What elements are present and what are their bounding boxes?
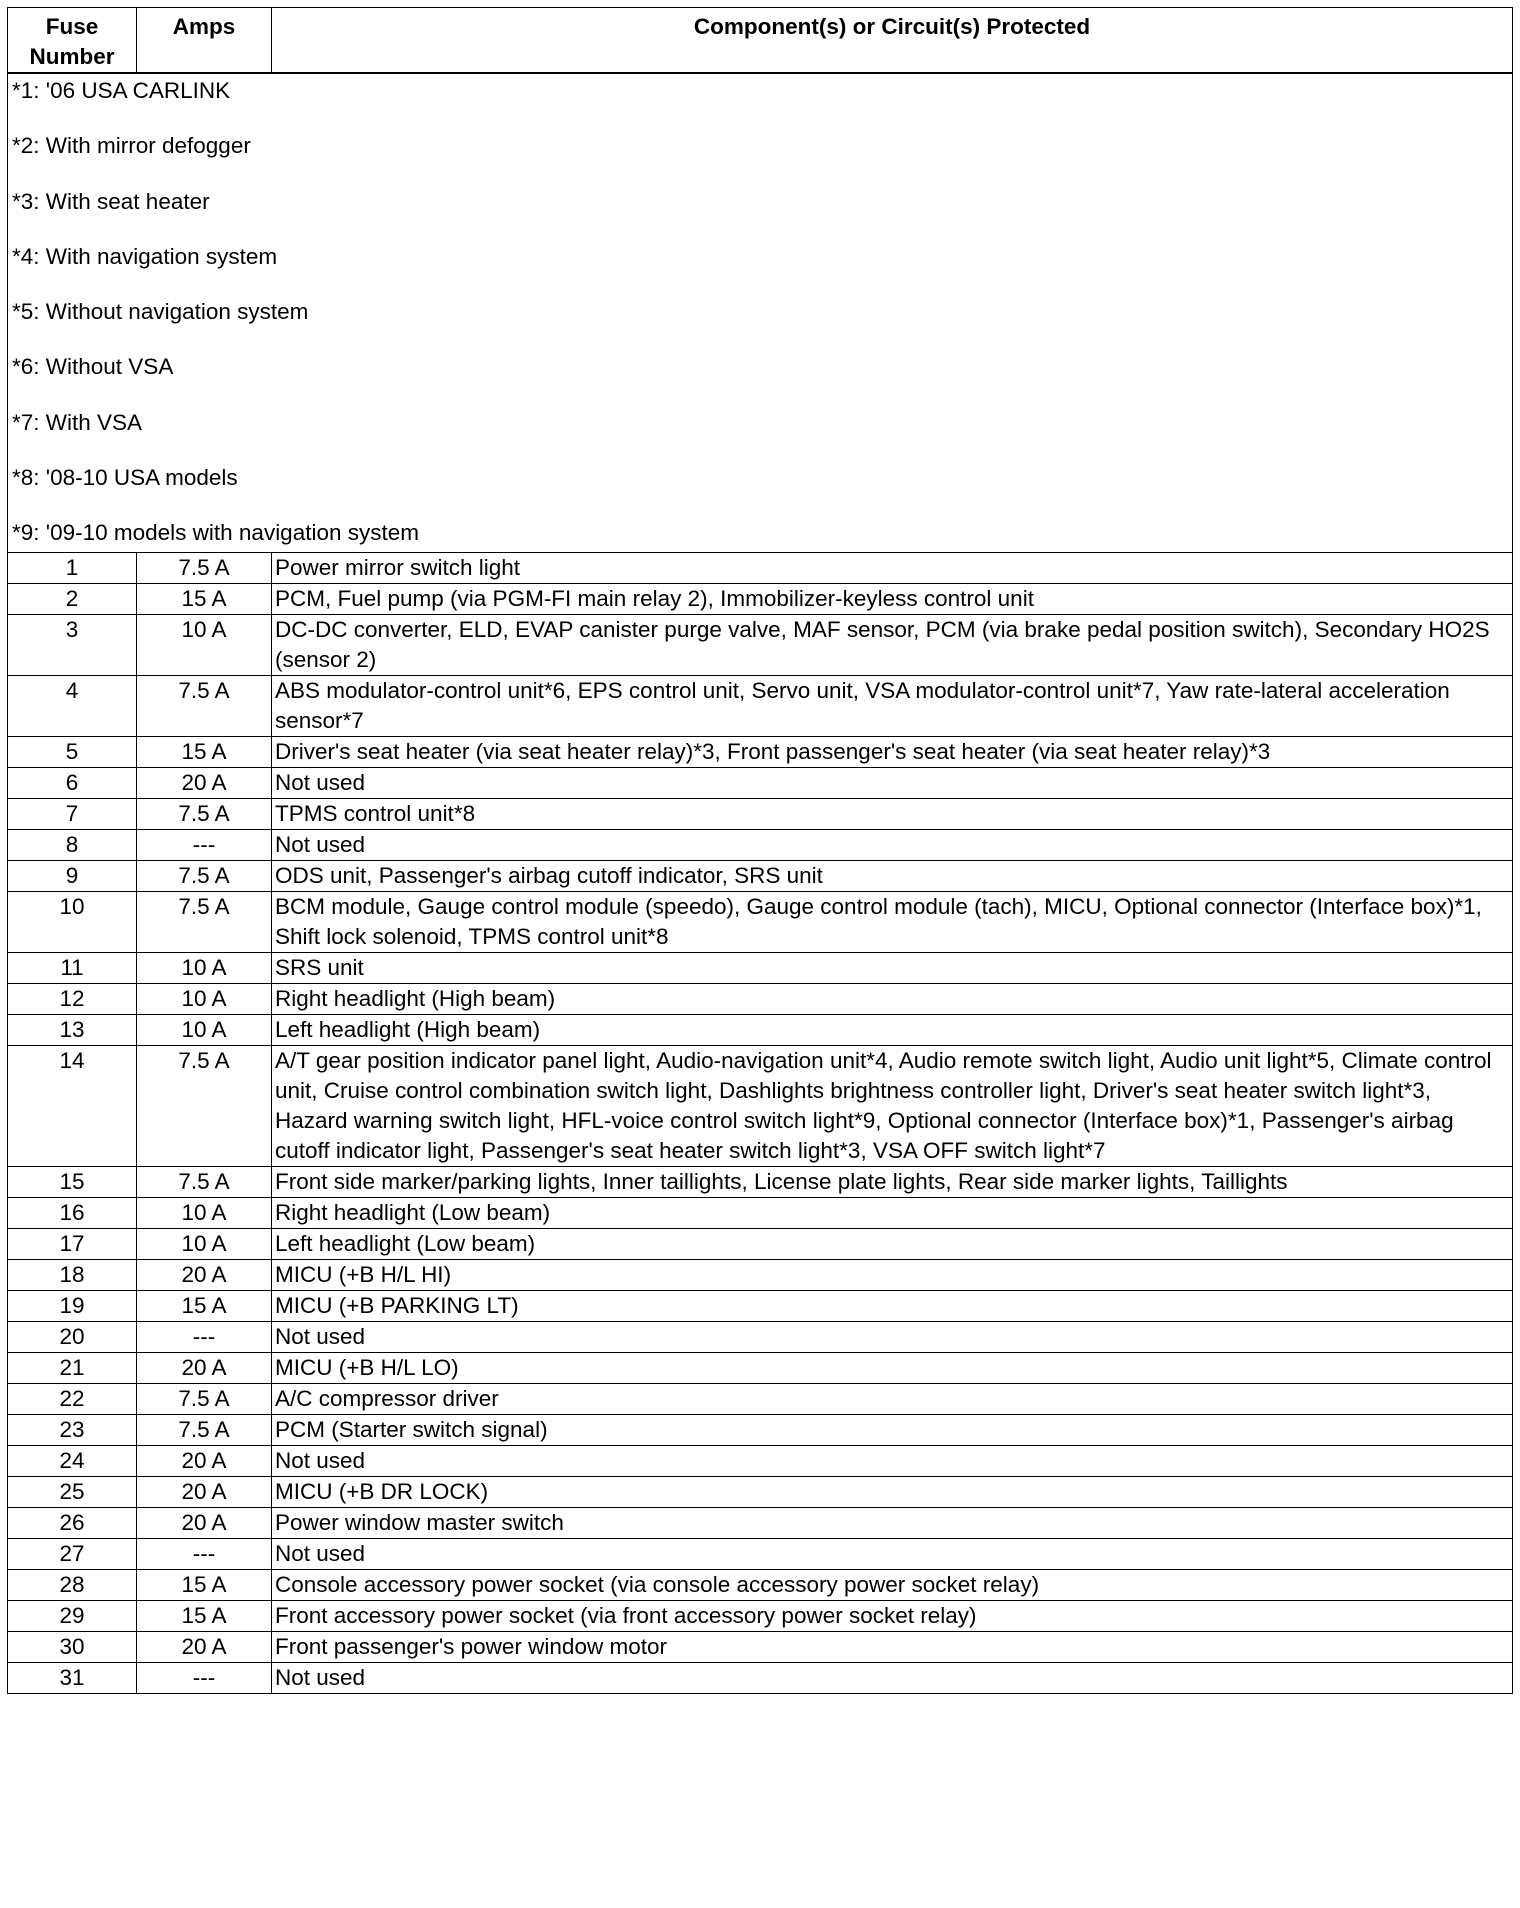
table-row — [8, 1570, 1513, 1601]
component-cell: Not used — [272, 1446, 1513, 1477]
fuse-number-cell: 24 — [8, 1446, 137, 1477]
table-row — [8, 1260, 1513, 1291]
fuse-table — [7, 7, 1513, 1694]
fuse-number-cell: 7 — [8, 799, 137, 830]
component-cell: Not used — [272, 1322, 1513, 1353]
fuse-number-cell: 23 — [8, 1415, 137, 1446]
component-cell: MICU (+B H/L LO) — [272, 1353, 1513, 1384]
fuse-number-cell: 16 — [8, 1198, 137, 1229]
table-row — [8, 1353, 1513, 1384]
fuse-number-cell: 4 — [8, 676, 137, 737]
component-cell: Driver's seat heater (via seat heater relay)*3, Front passenger's seat heater (via seat heater relay)*3 — [272, 737, 1513, 768]
fuse-number-cell: 17 — [8, 1229, 137, 1260]
footnote: *4: With navigation system — [12, 243, 278, 269]
component-cell: TPMS control unit*8 — [272, 799, 1513, 830]
amps-cell: --- — [137, 830, 272, 861]
fuse-number-cell: 31 — [8, 1663, 137, 1694]
component-cell: Left headlight (Low beam) — [272, 1229, 1513, 1260]
amps-cell: 10 A — [137, 953, 272, 984]
component-cell: Front side marker/parking lights, Inner taillights, License plate lights, Rear side marker lights, Taillights — [272, 1167, 1513, 1198]
fuse-number-cell: 22 — [8, 1384, 137, 1415]
component-cell: Not used — [272, 1663, 1513, 1694]
component-cell: A/T gear position indicator panel light, Audio-navigation unit*4, Audio remote switch light, Audio unit light*5, Climate control unit, Cruise control combination switch light, Dashlights brightness controller light, Driver's seat heater switch light*3, Hazard warning switch light, HFL-voice control switch light*9, Optional connector (Interface box)*1, Passenger's airbag cutoff indicator light, Passenger's seat heater switch light*3, VSA OFF switch light*7 — [272, 1046, 1513, 1167]
component-cell: Not used — [272, 830, 1513, 861]
notes-list — [11, 74, 1509, 552]
amps-cell: 7.5 A — [137, 799, 272, 830]
fuse-number-cell: 29 — [8, 1601, 137, 1632]
footnote: *9: '09-10 models with navigation system — [12, 520, 419, 546]
component-cell: MICU (+B H/L HI) — [272, 1260, 1513, 1291]
component-cell: Not used — [272, 768, 1513, 799]
fuse-number-cell: 25 — [8, 1477, 137, 1508]
table-row — [8, 1632, 1513, 1663]
table-row — [8, 1663, 1513, 1694]
fuse-number-cell: 8 — [8, 830, 137, 861]
amps-cell: 15 A — [137, 1601, 272, 1632]
component-cell: MICU (+B PARKING LT) — [272, 1291, 1513, 1322]
amps-cell: 20 A — [137, 1508, 272, 1539]
fuse-number-cell: 11 — [8, 953, 137, 984]
notes-cell — [8, 73, 1513, 553]
fuse-number-cell: 2 — [8, 584, 137, 615]
header-fuse-line1: Fuse — [45, 14, 99, 39]
fuse-number-cell: 5 — [8, 737, 137, 768]
component-cell: Power mirror switch light — [272, 553, 1513, 584]
component-cell: SRS unit — [272, 953, 1513, 984]
amps-cell: 7.5 A — [137, 1415, 272, 1446]
footnote: *8: '08-10 USA models — [12, 465, 238, 491]
table-row — [8, 1291, 1513, 1322]
amps-cell: 7.5 A — [137, 1384, 272, 1415]
table-row — [8, 1015, 1513, 1046]
amps-cell: 20 A — [137, 1477, 272, 1508]
component-cell: Console accessory power socket (via console accessory power socket relay) — [272, 1570, 1513, 1601]
component-cell: Right headlight (High beam) — [272, 984, 1513, 1015]
component-cell: Front accessory power socket (via front accessory power socket relay) — [272, 1601, 1513, 1632]
fuse-number-cell: 13 — [8, 1015, 137, 1046]
component-cell: PCM, Fuel pump (via PGM-FI main relay 2), Immobilizer-keyless control unit — [272, 584, 1513, 615]
fuse-number-cell: 27 — [8, 1539, 137, 1570]
fuse-number-cell: 3 — [8, 615, 137, 676]
footnote: *2: With mirror defogger — [12, 133, 251, 159]
fuse-number-cell: 6 — [8, 768, 137, 799]
header-fuse-number — [8, 8, 137, 74]
amps-cell: 20 A — [137, 1353, 272, 1384]
amps-cell: 10 A — [137, 1229, 272, 1260]
fuse-number-cell: 26 — [8, 1508, 137, 1539]
table-row — [8, 1229, 1513, 1260]
component-cell: Front passenger's power window motor — [272, 1632, 1513, 1663]
fuse-number-cell: 18 — [8, 1260, 137, 1291]
amps-cell: 15 A — [137, 584, 272, 615]
table-row — [8, 861, 1513, 892]
amps-cell: 7.5 A — [137, 1046, 272, 1167]
table-row — [8, 1167, 1513, 1198]
component-cell: DC-DC converter, ELD, EVAP canister purge valve, MAF sensor, PCM (via brake pedal position switch), Secondary HO2S (sensor 2) — [272, 615, 1513, 676]
component-cell: BCM module, Gauge control module (speedo), Gauge control module (tach), MICU, Optional connector (Interface box)*1, Shift lock solenoid, TPMS control unit*8 — [272, 892, 1513, 953]
header-row — [8, 8, 1513, 74]
component-cell: MICU (+B DR LOCK) — [272, 1477, 1513, 1508]
amps-cell: 20 A — [137, 1260, 272, 1291]
component-cell: Right headlight (Low beam) — [272, 1198, 1513, 1229]
header-amps: Amps — [137, 8, 272, 74]
table-row — [8, 1046, 1513, 1167]
amps-cell: 7.5 A — [137, 553, 272, 584]
table-row — [8, 1539, 1513, 1570]
table-row — [8, 676, 1513, 737]
table-row — [8, 1322, 1513, 1353]
amps-cell: 20 A — [137, 1446, 272, 1477]
fuse-number-cell: 30 — [8, 1632, 137, 1663]
amps-cell: --- — [137, 1663, 272, 1694]
table-row — [8, 1477, 1513, 1508]
fuse-number-cell: 9 — [8, 861, 137, 892]
component-cell: Left headlight (High beam) — [272, 1015, 1513, 1046]
amps-cell: 15 A — [137, 1291, 272, 1322]
fuse-number-cell: 20 — [8, 1322, 137, 1353]
notes-row — [8, 73, 1513, 553]
table-row — [8, 1198, 1513, 1229]
table-row — [8, 799, 1513, 830]
footnote: *5: Without navigation system — [12, 299, 309, 325]
table-row — [8, 830, 1513, 861]
fuse-number-cell: 28 — [8, 1570, 137, 1601]
component-cell: PCM (Starter switch signal) — [272, 1415, 1513, 1446]
fuse-number-cell: 14 — [8, 1046, 137, 1167]
amps-cell: 10 A — [137, 984, 272, 1015]
fuse-number-cell: 15 — [8, 1167, 137, 1198]
table-row — [8, 737, 1513, 768]
amps-cell: 7.5 A — [137, 676, 272, 737]
table-row — [8, 1508, 1513, 1539]
amps-cell: --- — [137, 1322, 272, 1353]
fuse-number-cell: 12 — [8, 984, 137, 1015]
table-row — [8, 553, 1513, 584]
amps-cell: 20 A — [137, 1632, 272, 1663]
table-row — [8, 768, 1513, 799]
table-row — [8, 953, 1513, 984]
amps-cell: 10 A — [137, 1015, 272, 1046]
amps-cell: 7.5 A — [137, 1167, 272, 1198]
amps-cell: 7.5 A — [137, 892, 272, 953]
table-row — [8, 584, 1513, 615]
table-row — [8, 1601, 1513, 1632]
footnote: *6: Without VSA — [12, 354, 174, 380]
fuse-number-cell: 10 — [8, 892, 137, 953]
component-cell: Not used — [272, 1539, 1513, 1570]
header-fuse-line2: Number — [29, 44, 115, 69]
component-cell: ODS unit, Passenger's airbag cutoff indicator, SRS unit — [272, 861, 1513, 892]
fuse-number-cell: 19 — [8, 1291, 137, 1322]
footnote: *7: With VSA — [12, 409, 143, 435]
table-row — [8, 1446, 1513, 1477]
fuse-number-cell: 1 — [8, 553, 137, 584]
table-row — [8, 892, 1513, 953]
fuse-number-cell: 21 — [8, 1353, 137, 1384]
footnote: *1: '06 USA CARLINK — [12, 78, 231, 103]
component-cell: ABS modulator-control unit*6, EPS control unit, Servo unit, VSA modulator-control unit*7, Yaw rate-lateral acceleration sensor*7 — [272, 676, 1513, 737]
table-row — [8, 615, 1513, 676]
header-component: Component(s) or Circuit(s) Protected — [272, 8, 1513, 74]
amps-cell: --- — [137, 1539, 272, 1570]
component-cell: Power window master switch — [272, 1508, 1513, 1539]
amps-cell: 10 A — [137, 615, 272, 676]
amps-cell: 20 A — [137, 768, 272, 799]
table-row — [8, 1415, 1513, 1446]
amps-cell: 10 A — [137, 1198, 272, 1229]
table-row — [8, 1384, 1513, 1415]
footnote: *3: With seat heater — [12, 188, 210, 214]
table-row — [8, 984, 1513, 1015]
amps-cell: 15 A — [137, 737, 272, 768]
amps-cell: 7.5 A — [137, 861, 272, 892]
amps-cell: 15 A — [137, 1570, 272, 1601]
component-cell: A/C compressor driver — [272, 1384, 1513, 1415]
